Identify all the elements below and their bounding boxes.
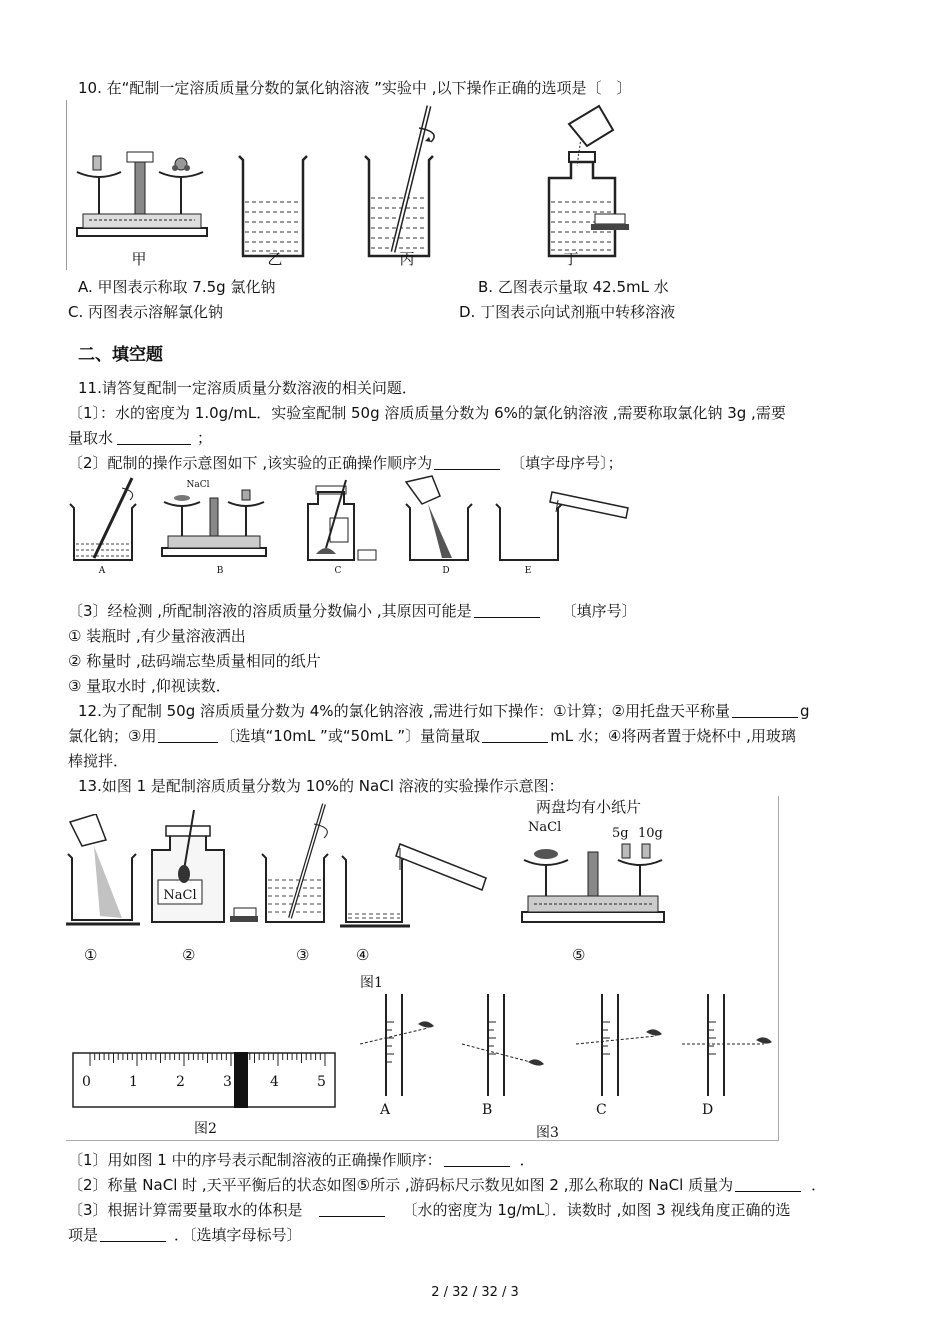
q13-p2b: ． [811, 1176, 827, 1194]
step-label-4: ④ [356, 946, 370, 964]
fig-label-yi: 乙 [267, 250, 283, 268]
fig1-caption: 图1 [360, 975, 383, 991]
q13-p1 [68, 1150, 535, 1170]
fig-label-ding: 丁 [563, 250, 579, 268]
ruler-number-2: 2 [176, 1074, 185, 1090]
q13-p3-line2 [68, 1225, 302, 1245]
stirring-a-icon [66, 474, 146, 570]
fig-letter-d: D [442, 566, 450, 576]
q12-line2 [68, 726, 796, 746]
ruler-number-4: 4 [270, 1074, 279, 1090]
pouring-e-icon [492, 474, 632, 570]
fig-letter-c: C [334, 566, 342, 576]
q11-option-1: ① 装瓶时 ,有少量溶液洒出 [68, 627, 246, 645]
answer-blank[interactable] [117, 429, 191, 445]
step3-stirring-icon [260, 802, 340, 928]
view-label-a: A [380, 1102, 391, 1118]
fig-letter-a: A [98, 566, 106, 576]
q12-line3: 棒搅拌． [68, 752, 129, 770]
q13-p2a: 〔2〕称量 NaCl 时 ,天平平衡后的状态如图⑤所示 ,游码标尺示数见如图 2 ,那么称取的 NaCl 质量为 [68, 1176, 734, 1194]
ruler-number-3: 3 [223, 1074, 232, 1090]
answer-blank[interactable] [735, 1176, 801, 1192]
q12-line2b: 〔选填“10mL ”或“50mL ”〕量筒量取 [220, 727, 481, 745]
q11-option-2: ② 称量时 ,砝码端忘垫质量相同的纸片 [68, 652, 321, 670]
q13-p3 [68, 1200, 791, 1220]
q12-line1b: g [800, 702, 810, 720]
q11-p3 [68, 601, 637, 621]
beaker-yi-icon [233, 152, 313, 262]
q13-figure [66, 796, 779, 1141]
answer-blank[interactable] [444, 1151, 510, 1167]
rider-scale-ruler-icon [72, 1052, 336, 1108]
step-label-3: ③ [296, 946, 310, 964]
fig-letter-e: E [524, 566, 532, 576]
answer-blank[interactable] [319, 1201, 385, 1217]
view-label-b: B [482, 1102, 493, 1118]
nacl-label-balance: NaCl [528, 820, 562, 835]
q11-p2 [68, 453, 623, 473]
nacl-label-b: NaCl [186, 480, 210, 490]
ruler-number-1: 1 [129, 1074, 138, 1090]
q13-p2 [68, 1175, 826, 1195]
q12-line2a: 氯化钠；③用 [68, 727, 157, 745]
q13-p3d: ．〔选填字母标号〕 [174, 1226, 302, 1244]
page-footer: 2 / 32 / 32 / 3 [431, 1285, 519, 1300]
fig-label-bing: 丙 [399, 250, 415, 268]
step1-adding-solid-icon [66, 814, 142, 926]
view-b-icon [458, 992, 548, 1102]
bottle-c-icon [296, 474, 386, 570]
q11-p1-line2b: ； [197, 429, 213, 447]
q12-line1 [78, 701, 810, 721]
answer-blank[interactable] [474, 602, 540, 618]
weight-10g: 10g [638, 826, 663, 841]
answer-blank[interactable] [732, 702, 798, 718]
answer-blank[interactable] [482, 727, 548, 743]
ruler-number-5: 5 [317, 1074, 326, 1090]
q11-p3a: 〔3〕经检测 ,所配制溶液的溶质质量分数偏小 ,其原因可能是 [68, 602, 472, 620]
step-label-5: ⑤ [572, 946, 586, 964]
step-label-1: ① [84, 946, 98, 964]
q11-option-3: ③ 量取水时 ,仰视读数． [68, 677, 231, 695]
answer-blank[interactable] [100, 1226, 166, 1242]
q13-p3a: 〔3〕根据计算需要量取水的体积是 [68, 1201, 303, 1219]
pouring-ding-icon [529, 102, 639, 262]
nacl-label-bottle: NaCl [163, 888, 197, 903]
answer-blank[interactable] [434, 454, 500, 470]
q12-line1a: 12.为了配制 50g 溶质质量分数为 4%的氯化钠溶液 ,需进行如下操作：①计算；②用托盘天平称量 [78, 702, 730, 720]
q10-option-c: C. 丙图表示溶解氯化钠 [68, 303, 224, 321]
q10-option-a: A. 甲图表示称取 7.5g 氯化钠 [78, 278, 276, 296]
weight-5g: 5g [612, 826, 629, 841]
view-a-icon [356, 992, 446, 1102]
q11-p2b: 〔填字母序号〕； [510, 454, 623, 472]
q12-line2c: mL 水；④将两者置于烧杯中 ,用玻璃 [550, 727, 796, 745]
paper-note: 两盘均有小纸片 [536, 798, 642, 816]
q10-figure [66, 100, 637, 270]
q11-p1-line1: 〔1〕：水的密度为 1.0g/mL．实验室配制 50g 溶质质量分数为 6%的氯化钠溶液 ,需要称取氯化钠 3g ,需要 [68, 404, 786, 422]
ruler-number-0: 0 [82, 1074, 91, 1090]
q11-p1-line2 [68, 428, 212, 448]
q10-option-b: B. 乙图表示量取 42.5mL 水 [478, 278, 669, 296]
stirring-bing-icon [359, 102, 459, 262]
q10-stem: 10. 在“配制一定溶质质量分数的氯化钠溶液 ”实验中 ,以下操作正确的选项是〔 〕 [78, 79, 632, 97]
answer-blank[interactable] [158, 727, 218, 743]
fig2-caption: 图2 [194, 1121, 217, 1137]
view-c-icon [572, 992, 672, 1102]
q13-p3c: 项是 [68, 1226, 99, 1244]
view-d-icon [678, 992, 778, 1102]
fig3-caption: 图3 [536, 1125, 559, 1141]
fig-letter-b: B [216, 566, 224, 576]
step-label-2: ② [182, 946, 196, 964]
step5-balance-icon [518, 832, 668, 932]
view-label-d: D [702, 1102, 714, 1118]
q13-p1b: ． [519, 1151, 535, 1169]
q11-p2a: 〔2〕配制的操作示意图如下 ,该实验的正确操作顺序为 [68, 454, 433, 472]
q11-stem: 11.请答复配制一定溶质质量分数溶液的相关问题． [78, 379, 417, 397]
q11-figure [66, 474, 646, 584]
adding-solid-d-icon [402, 474, 482, 570]
q13-p3b: 〔水的密度为 1g/mL〕．读数时 ,如图 3 视线角度正确的选 [402, 1201, 791, 1219]
q13-stem: 13.如图 1 是配制溶质质量分数为 10%的 NaCl 溶液的实验操作示意图： [78, 777, 564, 795]
section-title: 二、填空题 [78, 345, 163, 365]
q11-p1-line2a: 量取水 [68, 429, 114, 447]
q13-p1a: 〔1〕用如图 1 中的序号表示配制溶液的正确操作顺序： [68, 1151, 442, 1169]
step2-bottle-icon [148, 810, 258, 928]
q10-option-d: D. 丁图表示向试剂瓶中转移溶液 [459, 303, 676, 321]
step4-pouring-icon [340, 830, 490, 930]
fig-label-jia: 甲 [131, 250, 147, 268]
view-label-c: C [596, 1102, 607, 1118]
q11-p3b: 〔填序号〕 [561, 602, 637, 620]
